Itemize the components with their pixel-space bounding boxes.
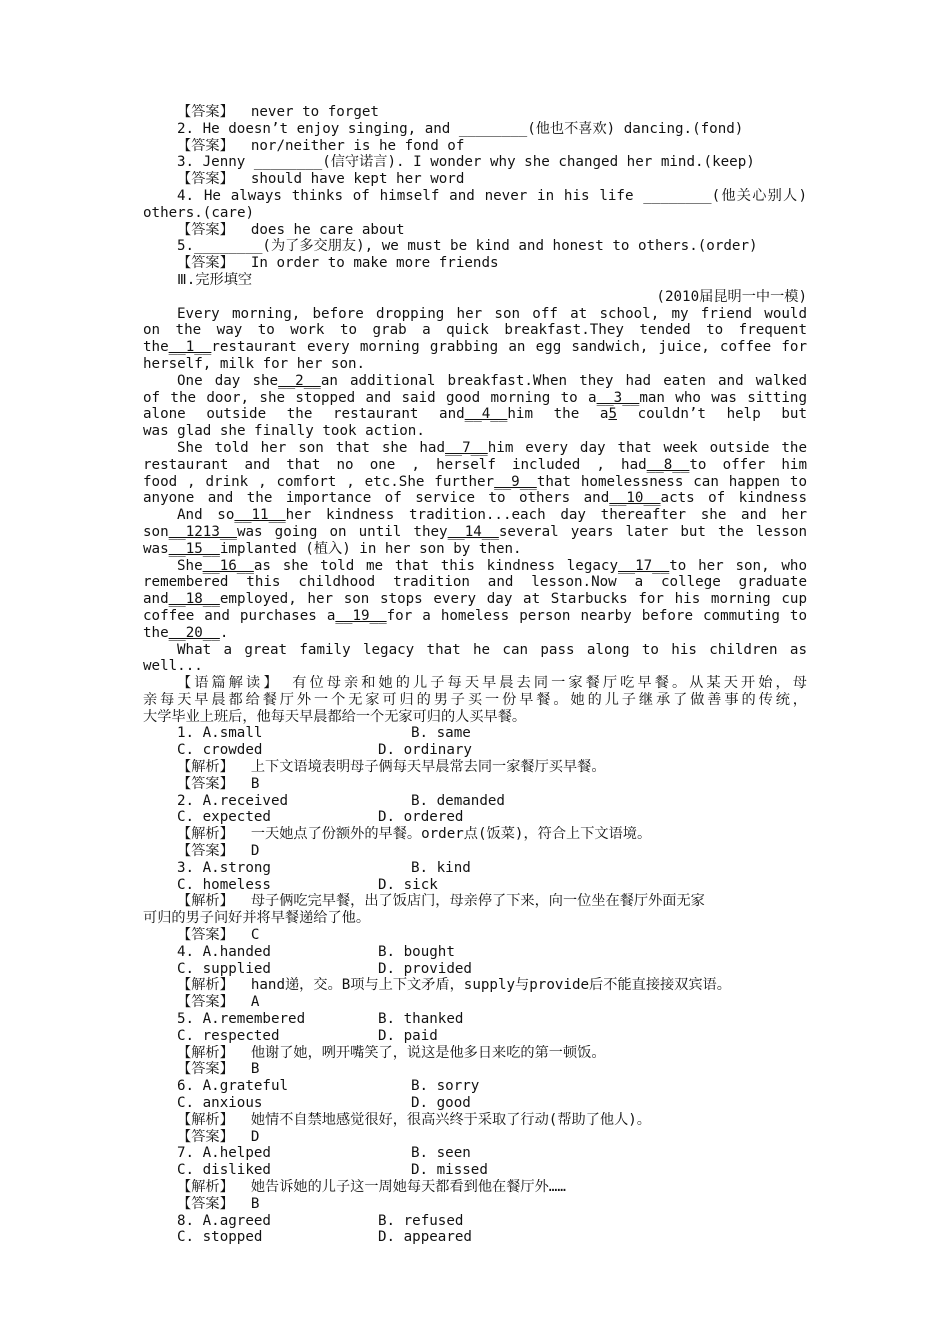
question-item	[143, 793, 807, 860]
text-line	[143, 474, 807, 491]
option-text: C. anxious	[177, 1095, 263, 1112]
option-row	[143, 1011, 807, 1028]
text-line	[143, 104, 807, 121]
option-row	[143, 961, 807, 978]
text-run: was	[143, 540, 169, 557]
text-run: (2010届昆明一中一模)	[656, 288, 807, 305]
text-line	[143, 574, 807, 591]
text-line: 【答案】 D	[177, 843, 260, 860]
text-line	[143, 205, 807, 222]
option-text: D. ordinary	[378, 742, 472, 759]
questions-section	[143, 725, 807, 1246]
option-row	[143, 1095, 807, 1112]
text-run: 【答案】 In order to make more friends	[177, 255, 499, 272]
text-line	[143, 692, 807, 709]
text-line	[143, 625, 807, 642]
blank-number: __11__	[234, 507, 286, 524]
text-run: several years later but the lesson	[498, 523, 807, 540]
text-run: 【语篇解读】 有位母亲和她的儿子每天早晨去同一家餐厅吃早餐。从某天开始，母	[177, 675, 807, 692]
option-text: 8. A.agreed	[177, 1212, 271, 1229]
text-run: Every morning, before dropping her son off at school, my friend would	[177, 305, 807, 322]
text-run: anyone and the importance of service to others and	[143, 490, 610, 507]
option-row	[143, 877, 807, 894]
text-line	[143, 289, 807, 306]
option-text: C. stopped	[177, 1229, 263, 1246]
option-text: C. respected	[177, 1027, 280, 1044]
question-item	[143, 1011, 807, 1078]
blank-number: __14__	[447, 523, 499, 540]
text-line	[143, 608, 807, 625]
text-run: 【答案】 does he care about	[177, 221, 405, 238]
text-line	[143, 658, 807, 675]
question-item	[143, 1145, 807, 1212]
text-run: 5.________(为了多交朋友), we must be kind and honest to others.(order)	[177, 238, 758, 255]
text-run: as she told me that this kindness legacy	[253, 557, 618, 574]
text-line: 【答案】 B	[177, 775, 260, 792]
option-text: 3. A.strong	[177, 859, 271, 876]
text-line: 【解析】 一天她点了份额外的早餐。order点(饭菜)，符合上下文语境。	[177, 826, 652, 843]
text-run: was glad she finally took action.	[143, 423, 425, 440]
text-line	[143, 255, 807, 272]
blank-number: __8__	[646, 456, 690, 473]
text-line	[143, 709, 807, 726]
option-text: C. homeless	[177, 876, 271, 893]
text-run: her kindness tradition...each day thereafter she and her	[285, 507, 807, 524]
option-text: B. kind	[411, 859, 471, 876]
text-run: acts of kindness	[660, 490, 807, 507]
text-line: 【答案】 D	[177, 1128, 260, 1145]
text-run: restaurant and that no one , herself included , had	[143, 456, 647, 473]
text-line	[143, 272, 807, 289]
text-line: 【解析】 母子俩吃完早餐，出了饭店门，母亲停了下来，向一位坐在餐厅外面无家	[177, 893, 705, 910]
option-text: B. demanded	[411, 792, 505, 809]
option-row	[143, 725, 807, 742]
text-run: the	[143, 624, 169, 641]
option-text: B. bought	[378, 943, 455, 960]
option-text: D. missed	[411, 1162, 488, 1179]
text-run: the	[143, 339, 169, 356]
option-text: B. sorry	[411, 1078, 480, 1095]
text-run: One day she	[177, 372, 279, 389]
option-row	[143, 1145, 807, 1162]
text-run: remembered this childhood tradition and lesson.Now a college graduate	[143, 574, 807, 591]
option-row	[143, 1229, 807, 1246]
text-line: 【答案】 A	[177, 994, 260, 1011]
text-line	[143, 490, 807, 507]
text-run: son	[143, 523, 169, 540]
text-run: 【答案】 should have kept her word	[177, 171, 465, 188]
text-line	[143, 558, 807, 575]
text-run: of the door, she stopped and said good morning to a	[143, 389, 597, 406]
blank-number: __20__	[168, 624, 220, 641]
option-text: C. expected	[177, 809, 271, 826]
blank-number: __4__	[464, 406, 508, 423]
text-line	[143, 306, 807, 323]
text-line	[143, 222, 807, 239]
text-line: 【答案】 C	[177, 927, 260, 944]
blank-number: __19__	[335, 607, 387, 624]
option-row	[143, 809, 807, 826]
text-run: What a great family legacy that he can pass along to his children as	[177, 641, 807, 658]
text-run: others.(care)	[143, 204, 255, 221]
blank-number: __15__	[168, 540, 220, 557]
text-run: She told her son that she had	[177, 439, 446, 456]
blank-number: __2__	[278, 372, 321, 389]
option-row	[143, 1028, 807, 1045]
text-run: 大学毕业上班后，他每天早晨都给一个无家可归的人买早餐。	[143, 708, 527, 725]
text-run: herself, milk for her son.	[143, 355, 366, 372]
text-run: on the way to work to grab a quick breakfast.They tended to frequent	[143, 322, 807, 339]
option-text: 5. A.remembered	[177, 1011, 306, 1028]
text-line	[143, 322, 807, 339]
text-line	[143, 423, 807, 440]
text-line: 【解析】 他谢了她，咧开嘴笑了，说这是他多日来吃的第一顿饭。	[177, 1044, 606, 1061]
document-page	[143, 104, 807, 1246]
option-text: C. disliked	[177, 1162, 271, 1179]
text-run: .	[219, 624, 229, 641]
text-run: an additional breakfast.When they had eaten and walked	[320, 372, 807, 389]
text-line: 【解析】 上下文语境表明母子俩每天早晨常去同一家餐厅买早餐。	[177, 759, 606, 776]
text-line	[143, 390, 807, 407]
text-line	[143, 457, 807, 474]
text-run: to her son, who	[669, 557, 807, 574]
question-item	[143, 725, 807, 792]
text-line	[143, 406, 807, 423]
blank-number: __9__	[494, 473, 537, 490]
text-run: implanted (植入) in her son by then.	[219, 540, 522, 557]
blank-number: __3__	[596, 389, 640, 406]
option-text: 1. A.small	[177, 725, 263, 742]
text-line	[143, 154, 807, 171]
text-run: him every day that week outside the	[487, 439, 807, 456]
option-text: D. good	[411, 1095, 471, 1112]
text-line: 可归的男子问好并将早餐递给了他。	[143, 910, 371, 927]
blank-number: __10__	[609, 490, 661, 507]
text-line	[143, 188, 807, 205]
text-run: was going on until they	[236, 523, 448, 540]
option-row	[143, 944, 807, 961]
option-text: B. seen	[411, 1145, 471, 1162]
text-run: 4. He always thinks of himself and never in his life ________(他关心别人)	[177, 187, 807, 204]
option-text: 7. A.helped	[177, 1145, 271, 1162]
text-run: food , drink , comfort , etc.She further	[143, 473, 495, 490]
text-line	[143, 642, 807, 659]
text-run: 亲每天早晨都给餐厅外一个无家可归的男子买一份早餐。她的儿子继承了做善事的传统，	[143, 691, 807, 708]
text-run: well...	[143, 658, 203, 675]
option-row	[143, 1162, 807, 1179]
blank-number: __17__	[618, 557, 670, 574]
option-text: D. ordered	[378, 809, 464, 826]
text-line	[143, 541, 807, 558]
question-item	[143, 944, 807, 1011]
text-line	[143, 373, 807, 390]
text-run: Ⅲ.完形填空	[177, 271, 253, 288]
text-run: and	[143, 591, 169, 608]
text-run: 【答案】 never to forget	[177, 104, 379, 120]
text-line: 【答案】 B	[177, 1061, 260, 1078]
option-row	[143, 793, 807, 810]
text-line	[143, 356, 807, 373]
blank-number: __18__	[168, 591, 220, 608]
text-run: 2. He doesn’t enjoy singing, and ________(他也不喜欢) dancing.(fond)	[177, 120, 744, 137]
option-row	[143, 1213, 807, 1230]
option-text: B. thanked	[378, 1011, 464, 1028]
option-text: 6. A.grateful	[177, 1078, 289, 1095]
text-run: that homelessness can happen to	[536, 473, 807, 490]
blank-number: __7__	[445, 439, 488, 456]
text-line	[143, 171, 807, 188]
text-line	[143, 138, 807, 155]
blank-number: __1213__	[168, 523, 237, 540]
option-text: D. appeared	[378, 1229, 472, 1246]
text-run: him the a	[507, 406, 609, 423]
passage-section	[143, 104, 807, 725]
text-run: And so	[177, 507, 235, 524]
text-run: for a homeless person nearby before commuting to	[386, 607, 807, 624]
text-run: restaurant every morning grabbing an egg sandwich, juice, coffee for	[211, 339, 807, 356]
text-line: 【解析】 她告诉她的儿子这一周她每天都看到他在餐厅外……	[177, 1179, 566, 1195]
option-text: 2. A.received	[177, 792, 289, 809]
blank-number: __16__	[202, 557, 254, 574]
question-item	[143, 1078, 807, 1145]
question-item	[143, 1213, 807, 1247]
option-text: C. crowded	[177, 742, 263, 759]
option-row	[143, 1078, 807, 1095]
option-text: C. supplied	[177, 960, 271, 977]
text-line: 【解析】 她情不自禁地感觉很好，很高兴终于采取了行动(帮助了他人)。	[177, 1111, 651, 1128]
text-run: 【答案】 nor/neither is he fond of	[177, 137, 465, 154]
text-line	[143, 440, 807, 457]
option-text: 4. A.handed	[177, 943, 271, 960]
option-text: D. provided	[378, 960, 472, 977]
question-item	[143, 860, 807, 944]
text-run: alone outside the restaurant and	[143, 406, 465, 423]
blank-number: __1__	[168, 339, 212, 356]
text-line: 【答案】 B	[177, 1195, 260, 1212]
text-run: man who was sitting	[639, 389, 807, 406]
text-line	[143, 591, 807, 608]
text-run: coffee and purchases a	[143, 607, 336, 624]
text-line	[143, 524, 807, 541]
text-line	[143, 238, 807, 255]
text-line	[143, 675, 807, 692]
text-line	[143, 507, 807, 524]
option-text: B. refused	[378, 1212, 464, 1229]
text-run: employed, her son stops every day at Starbucks for his morning cup	[219, 591, 807, 608]
option-text: D. paid	[378, 1027, 438, 1044]
option-text: B. same	[411, 725, 471, 742]
option-text: D. sick	[378, 876, 438, 893]
text-line	[143, 339, 807, 356]
text-run: She	[177, 557, 203, 574]
option-row	[143, 860, 807, 877]
text-run: to offer him	[689, 456, 807, 473]
text-line: 【解析】 hand递，交。B项与上下文矛盾，supply与provide后不能直接接双宾语。	[177, 977, 731, 994]
blank-number: 5	[608, 406, 617, 423]
option-row	[143, 742, 807, 759]
text-run: couldn’t help but	[637, 406, 807, 423]
text-line	[143, 121, 807, 138]
text-run: 3. Jenny ________(信守诺言). I wonder why she changed her mind.(keep)	[177, 154, 755, 171]
